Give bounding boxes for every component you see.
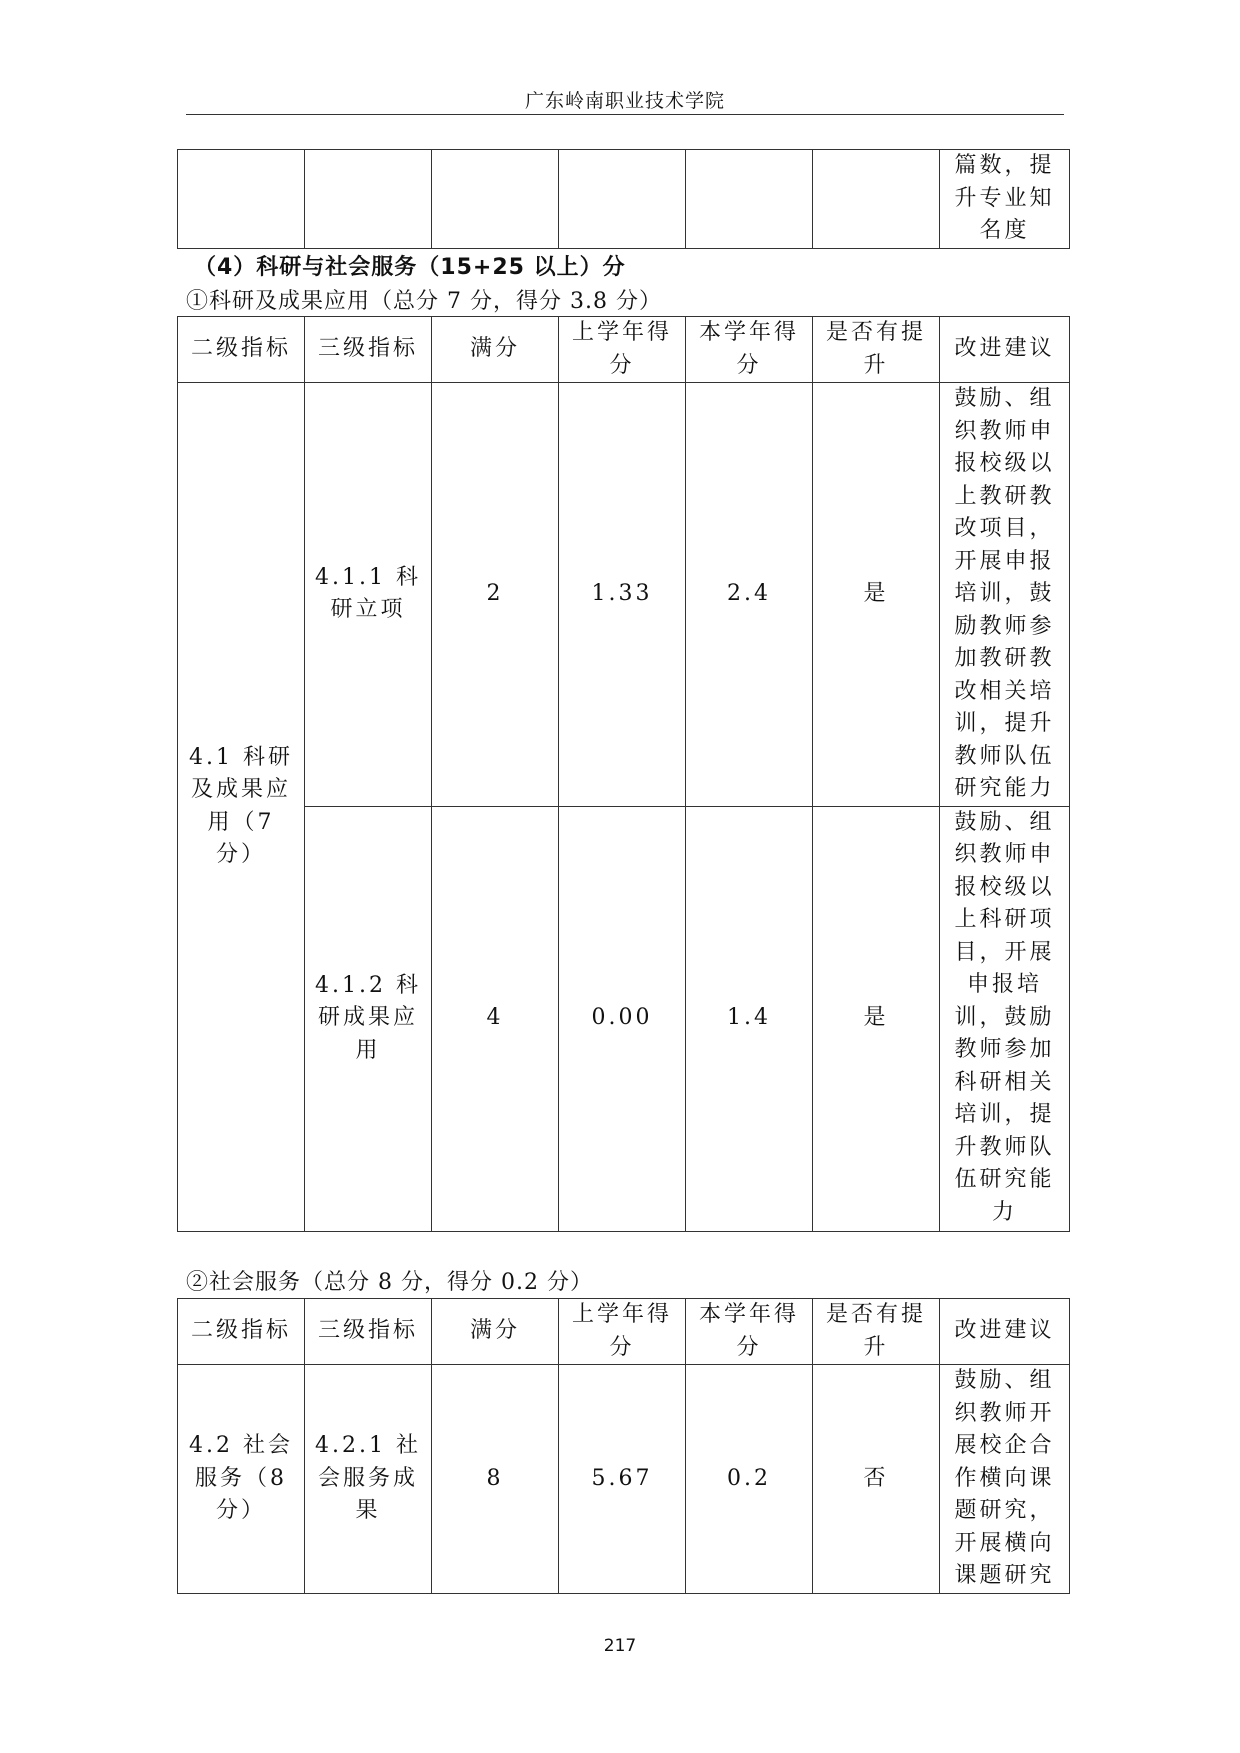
suggestion-cell: 鼓励、组织教师申报校级以上科研项目，开展申报培训，鼓励教师参加科研相关培训，提升教师队伍研究能力 (940, 806, 1070, 1231)
improved-cell: 是 (813, 383, 940, 807)
table-header-row (178, 1299, 1070, 1365)
full-score-cell: 4 (432, 806, 559, 1231)
header-improved: 是否有提升 (813, 1299, 940, 1365)
header-level3: 三级指标 (305, 1299, 432, 1365)
table-cell (813, 150, 940, 249)
header-curr-score: 本学年得分 (686, 1299, 813, 1365)
curr-score-cell: 0.2 (686, 1365, 813, 1594)
suggestion-cell: 篇数，提升专业知名度 (940, 150, 1070, 249)
full-score-cell: 8 (432, 1365, 559, 1594)
prev-score-cell: 1.33 (559, 383, 686, 807)
full-score-cell: 2 (432, 383, 559, 807)
table2-title: ②社会服务（总分 8 分，得分 0.2 分） (186, 1270, 593, 1295)
table-cell (432, 150, 559, 249)
table-header-row (178, 317, 1070, 383)
table-row (178, 383, 1070, 807)
header-prev-score: 上学年得分 (559, 317, 686, 383)
prev-score-cell: 5.67 (559, 1365, 686, 1594)
level3-cell: 4.1.2 科研成果应用 (305, 806, 432, 1231)
level2-cell: 4.1 科研及成果应用（7 分） (178, 383, 305, 1232)
header-suggestion: 改进建议 (940, 1299, 1070, 1365)
table-cell (686, 150, 813, 249)
table-row (178, 806, 1070, 1231)
header-level2: 二级指标 (178, 1299, 305, 1365)
header-improved: 是否有提升 (813, 317, 940, 383)
header-full-score: 满分 (432, 317, 559, 383)
table-cell (305, 150, 432, 249)
section-title: （4）科研与社会服务（15+25 以上）分 (194, 255, 626, 280)
page-header: 广东岭南职业技术学院 (524, 90, 725, 112)
curr-score-cell: 1.4 (686, 806, 813, 1231)
social-service-table (177, 1298, 1070, 1594)
suggestion-cell: 鼓励、组织教师申报校级以上教研教改项目，开展申报培训，鼓励教师参加教研教改相关培训，提升教师队伍研究能力 (940, 383, 1070, 807)
header-level3: 三级指标 (305, 317, 432, 383)
continued-table (177, 149, 1070, 249)
level2-cell: 4.2 社会服务（8 分） (178, 1365, 305, 1594)
header-full-score: 满分 (432, 1299, 559, 1365)
improved-cell: 是 (813, 806, 940, 1231)
curr-score-cell: 2.4 (686, 383, 813, 807)
table1-title: ①科研及成果应用（总分 7 分，得分 3.8 分） (186, 289, 662, 314)
table-cell (178, 150, 305, 249)
level3-cell: 4.2.1 社会服务成果 (305, 1365, 432, 1594)
header-level2: 二级指标 (178, 317, 305, 383)
header-curr-score: 本学年得分 (686, 317, 813, 383)
research-table (177, 316, 1070, 1232)
header-rule (186, 114, 1064, 115)
header-suggestion: 改进建议 (940, 317, 1070, 383)
header-prev-score: 上学年得分 (559, 1299, 686, 1365)
improved-cell: 否 (813, 1365, 940, 1594)
prev-score-cell: 0.00 (559, 806, 686, 1231)
table-row (178, 150, 1070, 249)
page-number: 217 (603, 1636, 637, 1656)
level3-cell: 4.1.1 科研立项 (305, 383, 432, 807)
table-row (178, 1365, 1070, 1594)
table-cell (559, 150, 686, 249)
suggestion-cell: 鼓励、组织教师开展校企合作横向课题研究，开展横向课题研究 (940, 1365, 1070, 1594)
